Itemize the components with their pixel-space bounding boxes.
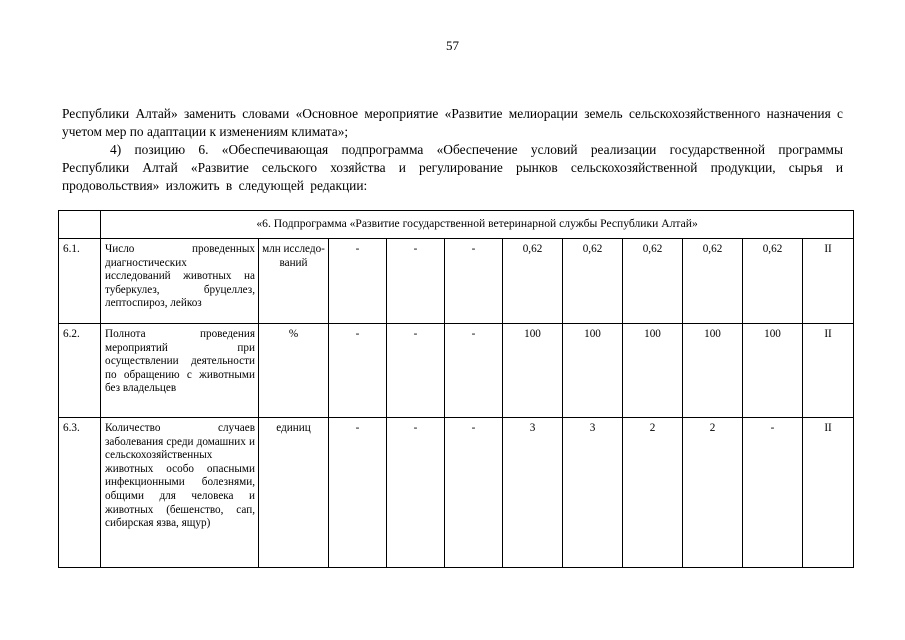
value-cell: 0,62 — [683, 239, 743, 324]
category-cell: II — [803, 239, 854, 324]
page-number: 57 — [446, 38, 459, 53]
value-cell: 0,62 — [623, 239, 683, 324]
value-cell: - — [445, 324, 503, 418]
subprogram-title: «6. Подпрограмма «Развитие государственной ветеринарной службы Республики Алтай» — [101, 211, 854, 239]
value-cell: - — [387, 239, 445, 324]
value-cell: 100 — [683, 324, 743, 418]
unit-cell: % — [259, 324, 329, 418]
value-cell: 3 — [503, 418, 563, 568]
indicator-name: Полнота проведения мероприятий при осуществлении деятельности по обращению с животными без владельцев — [101, 324, 259, 418]
table-row — [59, 239, 854, 324]
value-cell: 2 — [683, 418, 743, 568]
value-cell: - — [445, 239, 503, 324]
value-cell: 0,62 — [563, 239, 623, 324]
header-empty-cell — [59, 211, 101, 239]
value-cell: 100 — [503, 324, 563, 418]
table-row — [59, 324, 854, 418]
row-number: 6.2. — [59, 324, 101, 418]
value-cell: - — [743, 418, 803, 568]
table-header-row — [59, 211, 854, 239]
indicator-name: Количество случаев заболевания среди домашних и сельскохозяйственных животных особо опасными инфекционными болезнями, общими для человека и животных (бешенство, сап, сибирская язва, ящур) — [101, 418, 259, 568]
unit-cell: млн исследо-ваний — [259, 239, 329, 324]
category-cell: II — [803, 418, 854, 568]
category-cell: II — [803, 324, 854, 418]
value-cell: 3 — [563, 418, 623, 568]
value-cell: 100 — [623, 324, 683, 418]
paragraph-1: Республики Алтай» заменить словами «Основное мероприятие «Развитие мелиорации земель сельскохозяйственного назначения с учетом мер по адаптации к изменениям климата»; — [62, 106, 843, 139]
indicator-name: Число проведенных диагностических исследований животных на туберкулез, бруцеллез, лептоспироз, лейкоз — [101, 239, 259, 324]
value-cell: 0,62 — [503, 239, 563, 324]
value-cell: - — [445, 418, 503, 568]
value-cell: - — [329, 418, 387, 568]
table-row — [59, 418, 854, 568]
value-cell: 2 — [623, 418, 683, 568]
value-cell: 100 — [743, 324, 803, 418]
value-cell: - — [387, 324, 445, 418]
body-text — [62, 105, 843, 195]
paragraph-2: 4) позицию 6. «Обеспечивающая подпрограмма «Обеспечение условий реализации государственной программы Республики Алтай «Развитие сельского хозяйства и регулирование рынков сельскохозяйственной продукции, сырья и продовольствия» изложить в следующей редакции: — [62, 142, 843, 193]
row-number: 6.1. — [59, 239, 101, 324]
value-cell: 100 — [563, 324, 623, 418]
subprogram-table — [58, 210, 854, 568]
value-cell: - — [329, 239, 387, 324]
row-number: 6.3. — [59, 418, 101, 568]
unit-cell: единиц — [259, 418, 329, 568]
value-cell: - — [387, 418, 445, 568]
value-cell: - — [329, 324, 387, 418]
value-cell: 0,62 — [743, 239, 803, 324]
